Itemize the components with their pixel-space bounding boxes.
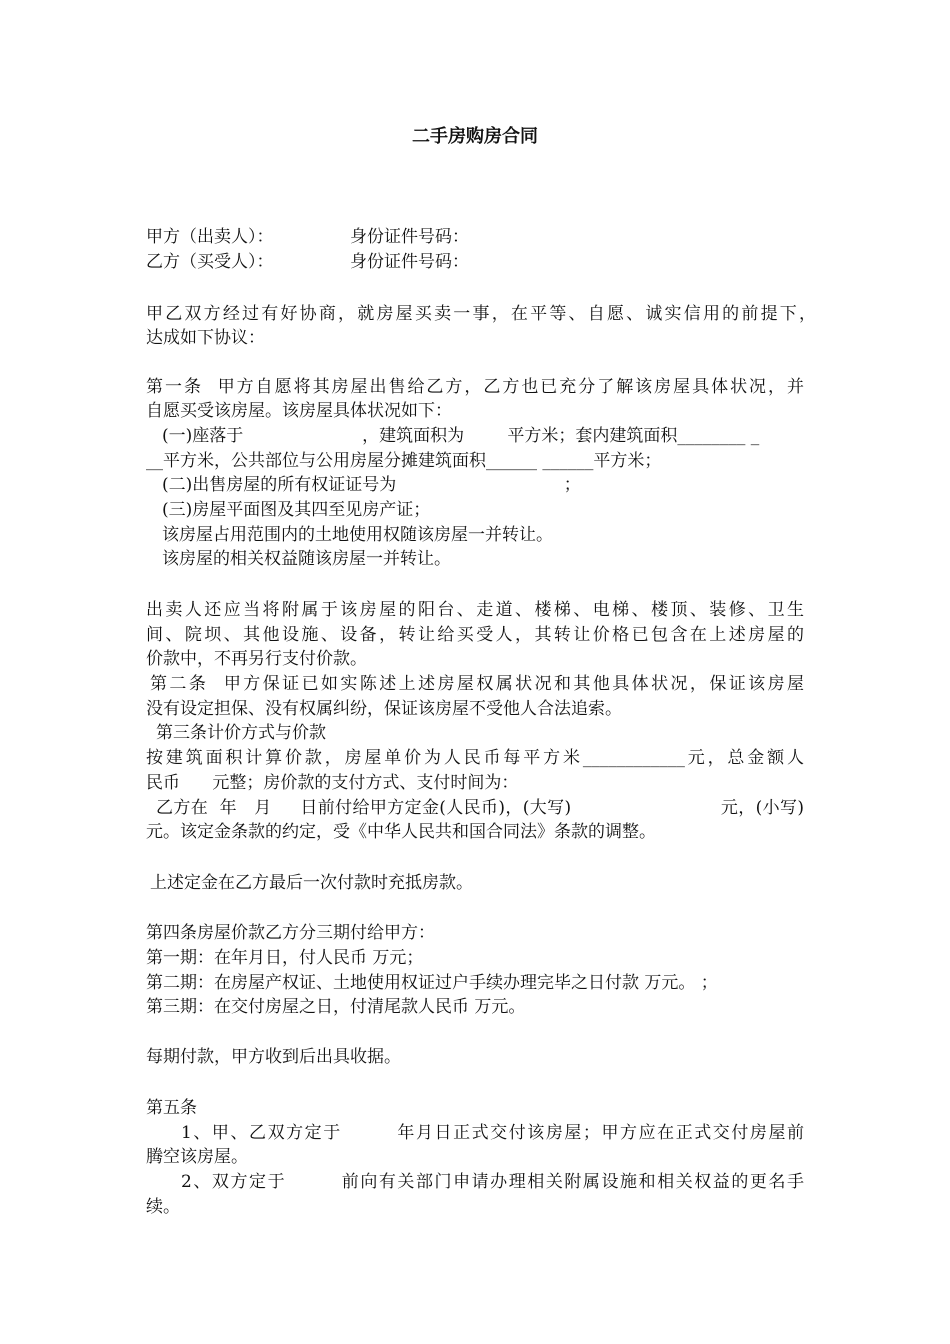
article3-line: 民币 元整；房价款的支付方式、支付时间为：: [146, 773, 519, 793]
article4-heading: 第四条房屋价款乙方分三期付给甲方：: [146, 923, 435, 943]
article1-related-rights: 该房屋的相关权益随该房屋一并转让。: [162, 549, 451, 569]
article2-line: 没有设定担保、没有权属纠纷，保证该房屋不受他人合法追索。: [146, 699, 622, 719]
article5-heading: 第五条: [146, 1098, 197, 1118]
article4-phase: 第一期：在年月日，付人民币 万元；: [146, 948, 424, 968]
buyer-label: 乙方（买受人）：: [146, 252, 274, 272]
article3-heading: 第三条计价方式与价款: [156, 723, 326, 743]
preamble-line: 达成如下协议：: [146, 328, 265, 348]
attachments-line: 价款中，不再另行支付价款。: [146, 649, 367, 669]
article5-line: 2、双方定于 前向有关部门申请办理相关附属设施和相关权益的更名手: [181, 1172, 804, 1192]
article4-phase: 第二期：在房屋产权证、土地使用权证过户手续办理完毕之日付款 万元。 ；: [146, 973, 718, 993]
seller-label: 甲方（出卖人）：: [146, 227, 274, 247]
article1-line: 第一条 甲方自愿将其房屋出售给乙方，乙方也已充分了解该房屋具体状况，并: [146, 377, 804, 397]
seller-id-label: 身份证件号码：: [350, 227, 469, 247]
article1-land-rights: 该房屋占用范围内的土地使用权随该房屋一并转让。: [162, 525, 553, 545]
article5-line: 腾空该房屋。: [146, 1147, 248, 1167]
article5-line: 续。: [146, 1197, 180, 1217]
article1-item-area: __平方米，公共部位与公用房屋分摊建筑面积______ ______平方米；: [146, 451, 662, 471]
attachments-line: 出卖人还应当将附属于该房屋的阳台、走道、楼梯、电梯、楼顶、装修、卫生: [146, 600, 804, 620]
buyer-id-label: 身份证件号码：: [350, 252, 469, 272]
article1-item-floorplan: (三)房屋平面图及其四至见房产证；: [162, 500, 431, 520]
article3-deposit-line: 乙方在 年 月 日前付给甲方定金(人民币)，(大写) 元，(小写): [156, 798, 804, 818]
preamble-line: 甲乙双方经过有好协商，就房屋买卖一事，在平等、自愿、诚实信用的前提下，: [146, 304, 816, 324]
article1-item-certificate: (二)出售房屋的所有权证证号为 ；: [162, 475, 581, 495]
article1-item-location: (一)座落于 ，建筑面积为 平方米；套内建筑面积________ _: [162, 426, 760, 446]
article4-phase: 第三期：在交付房屋之日，付清尾款人民币 万元。: [146, 997, 526, 1017]
article5-line: 1、甲、乙双方定于 年月日正式交付该房屋；甲方应在正式交付房屋前: [181, 1123, 804, 1143]
document-title: 二手房购房合同: [412, 126, 538, 147]
article4-receipt: 每期付款，甲方收到后出具收据。: [146, 1047, 401, 1067]
article2-line: 第二条 甲方保证已如实陈述上述房屋权属状况和其他具体状况，保证该房屋: [150, 674, 804, 694]
article3-line: 按建筑面积计算价款，房屋单价为人民币每平方米____________元，总金额人: [146, 748, 804, 768]
article3-line: 元。该定金条款的约定，受《中华人民共和国合同法》条款的调整。: [146, 822, 656, 842]
article3-deposit-note: 上述定金在乙方最后一次付款时充抵房款。: [150, 873, 473, 893]
attachments-line: 间、院坝、其他设施、设备，转让给买受人，其转让价格已包含在上述房屋的: [146, 625, 804, 645]
article1-line: 自愿买受该房屋。该房屋具体状况如下：: [146, 401, 452, 421]
